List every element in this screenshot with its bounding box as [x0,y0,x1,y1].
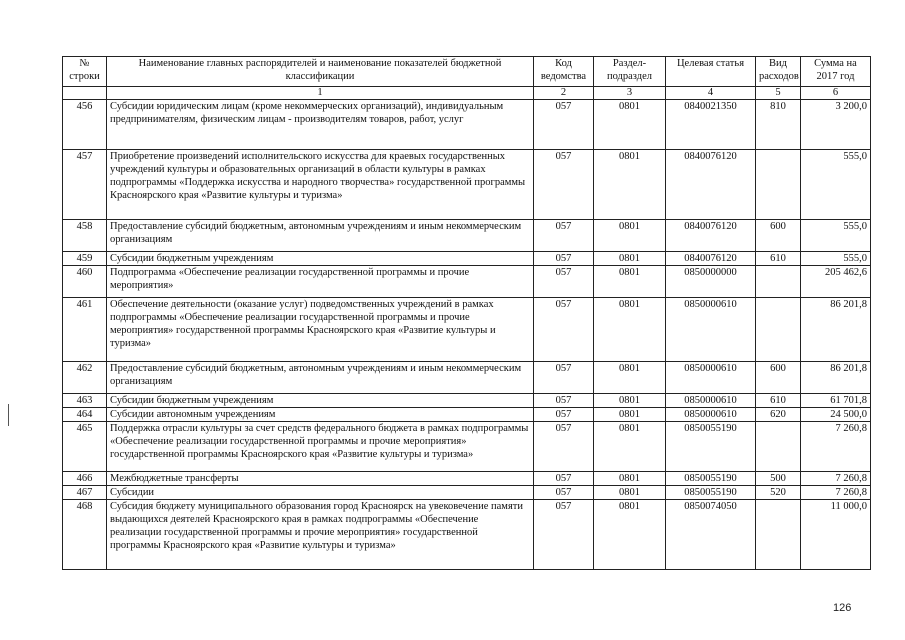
row-kind-cell: 600 [756,220,801,252]
column-number: 5 [756,87,801,100]
column-number: 4 [666,87,756,100]
row-sum-cell: 11 000,0 [801,500,871,570]
row-number-cell: 463 [63,394,107,408]
table-row [63,422,871,472]
row-sum-cell: 24 500,0 [801,408,871,422]
row-kind-cell: 600 [756,362,801,394]
row-name-cell: Подпрограмма «Обеспечение реализации государственной программы и прочие мероприятия» [107,266,534,298]
row-section-cell: 0801 [594,252,666,266]
row-number-cell: 464 [63,408,107,422]
row-sum-cell: 7 260,8 [801,422,871,472]
table-row [63,486,871,500]
column-number: 3 [594,87,666,100]
row-kind-cell: 810 [756,100,801,150]
table-row [63,500,871,570]
row-number-cell: 465 [63,422,107,472]
row-code-cell: 057 [534,394,594,408]
column-number: 2 [534,87,594,100]
row-number-cell: 458 [63,220,107,252]
row-name-cell: Приобретение произведений исполнительского искусства для краевых государственных учреждений культуры и образовательных организаций в области культуры в рамках подпрограммы «Поддержка искусства и народного творчества» государственной программы Красноярского края «Развитие культуры и туризма» [107,150,534,220]
row-section-cell: 0801 [594,394,666,408]
row-number-cell: 460 [63,266,107,298]
row-code-cell: 057 [534,220,594,252]
row-kind-cell: 610 [756,394,801,408]
header-kind: Вид расходов [756,57,801,87]
table-row [63,394,871,408]
table-row [63,472,871,486]
margin-mark [8,404,9,426]
row-kind-cell [756,500,801,570]
row-name-cell: Предоставление субсидий бюджетным, автономным учреждениям и иным некоммерческим организациям [107,362,534,394]
table-row [63,362,871,394]
row-section-cell: 0801 [594,150,666,220]
column-number: 6 [801,87,871,100]
row-kind-cell: 610 [756,252,801,266]
row-kind-cell [756,150,801,220]
row-number-cell: 461 [63,298,107,362]
row-section-cell: 0801 [594,100,666,150]
page-number: 126 [833,602,852,614]
row-kind-cell [756,422,801,472]
row-kind-cell [756,298,801,362]
row-section-cell: 0801 [594,266,666,298]
row-number-cell: 456 [63,100,107,150]
row-code-cell: 057 [534,266,594,298]
row-number-cell: 459 [63,252,107,266]
row-name-cell: Субсидии [107,486,534,500]
header-row [63,57,871,87]
column-number [63,87,107,100]
row-name-cell: Субсидии бюджетным учреждениям [107,394,534,408]
row-sum-cell: 555,0 [801,150,871,220]
table-row [63,220,871,252]
row-target-cell: 0850000610 [666,408,756,422]
row-section-cell: 0801 [594,298,666,362]
row-sum-cell: 61 701,8 [801,394,871,408]
row-sum-cell: 86 201,8 [801,362,871,394]
row-section-cell: 0801 [594,486,666,500]
row-target-cell: 0850055190 [666,486,756,500]
row-code-cell: 057 [534,486,594,500]
row-target-cell: 0850000610 [666,298,756,362]
row-code-cell: 057 [534,472,594,486]
header-sum: Сумма на 2017 год [801,57,871,87]
row-name-cell: Субсидия бюджету муниципального образования город Красноярск на увековечение памяти выдающихся деятелей Красноярского края в рамках подпрограммы «Обеспечение реализации государственной программы и прочие мероприятия» государственной программы Красноярского края «Развитие культуры и туризма» [107,500,534,570]
budget-table [62,56,871,570]
row-section-cell: 0801 [594,500,666,570]
table-row [63,252,871,266]
row-number-cell: 462 [63,362,107,394]
table-row [63,100,871,150]
row-number-cell: 466 [63,472,107,486]
row-sum-cell: 555,0 [801,252,871,266]
table-row [63,150,871,220]
row-sum-cell: 3 200,0 [801,100,871,150]
row-kind-cell: 500 [756,472,801,486]
row-section-cell: 0801 [594,422,666,472]
row-section-cell: 0801 [594,220,666,252]
row-code-cell: 057 [534,252,594,266]
row-kind-cell [756,266,801,298]
row-target-cell: 0840076120 [666,150,756,220]
row-name-cell: Субсидии автономным учреждениям [107,408,534,422]
row-sum-cell: 7 260,8 [801,486,871,500]
row-section-cell: 0801 [594,362,666,394]
row-sum-cell: 7 260,8 [801,472,871,486]
row-number-cell: 457 [63,150,107,220]
row-sum-cell: 205 462,6 [801,266,871,298]
row-target-cell: 0850000000 [666,266,756,298]
header-target: Целевая статья [666,57,756,87]
row-kind-cell: 620 [756,408,801,422]
row-name-cell: Субсидии юридическим лицам (кроме некоммерческих организаций), индивидуальным предпринимателям, физическим лицам - производителям товаров, работ, услуг [107,100,534,150]
row-target-cell: 0840076120 [666,252,756,266]
row-sum-cell: 555,0 [801,220,871,252]
row-target-cell: 0840021350 [666,100,756,150]
row-sum-cell: 86 201,8 [801,298,871,362]
row-section-cell: 0801 [594,472,666,486]
header-row-no: № строки [63,57,107,87]
row-target-cell: 0850000610 [666,394,756,408]
row-kind-cell: 520 [756,486,801,500]
row-number-cell: 468 [63,500,107,570]
row-number-cell: 467 [63,486,107,500]
row-target-cell: 0850055190 [666,422,756,472]
row-name-cell: Обеспечение деятельности (оказание услуг) подведомственных учреждений в рамках подпрограммы «Обеспечение реализации государственной программы и прочие мероприятия» государственной программы Красноярского края «Развитие культуры и туризма» [107,298,534,362]
row-target-cell: 0850000610 [666,362,756,394]
row-code-cell: 057 [534,422,594,472]
row-code-cell: 057 [534,408,594,422]
row-target-cell: 0850055190 [666,472,756,486]
row-code-cell: 057 [534,500,594,570]
header-name: Наименование главных распорядителей и наименование показателей бюджетной классификации [107,57,534,87]
row-section-cell: 0801 [594,408,666,422]
table-row [63,298,871,362]
row-code-cell: 057 [534,298,594,362]
header-section: Раздел-подраздел [594,57,666,87]
column-number-row [63,87,871,100]
row-name-cell: Предоставление субсидий бюджетным, автономным учреждениям и иным некоммерческим организациям [107,220,534,252]
table-row [63,408,871,422]
header-code: Код ведомства [534,57,594,87]
row-name-cell: Межбюджетные трансферты [107,472,534,486]
column-number: 1 [107,87,534,100]
row-code-cell: 057 [534,100,594,150]
row-name-cell: Поддержка отрасли культуры за счет средств федерального бюджета в рамках подпрограммы «Обеспечение реализации государственной программы и прочие мероприятия» государственной программы Красноярского края «Развитие культуры и туризма» [107,422,534,472]
row-code-cell: 057 [534,150,594,220]
row-target-cell: 0840076120 [666,220,756,252]
table-row [63,266,871,298]
row-code-cell: 057 [534,362,594,394]
row-target-cell: 0850074050 [666,500,756,570]
row-name-cell: Субсидии бюджетным учреждениям [107,252,534,266]
